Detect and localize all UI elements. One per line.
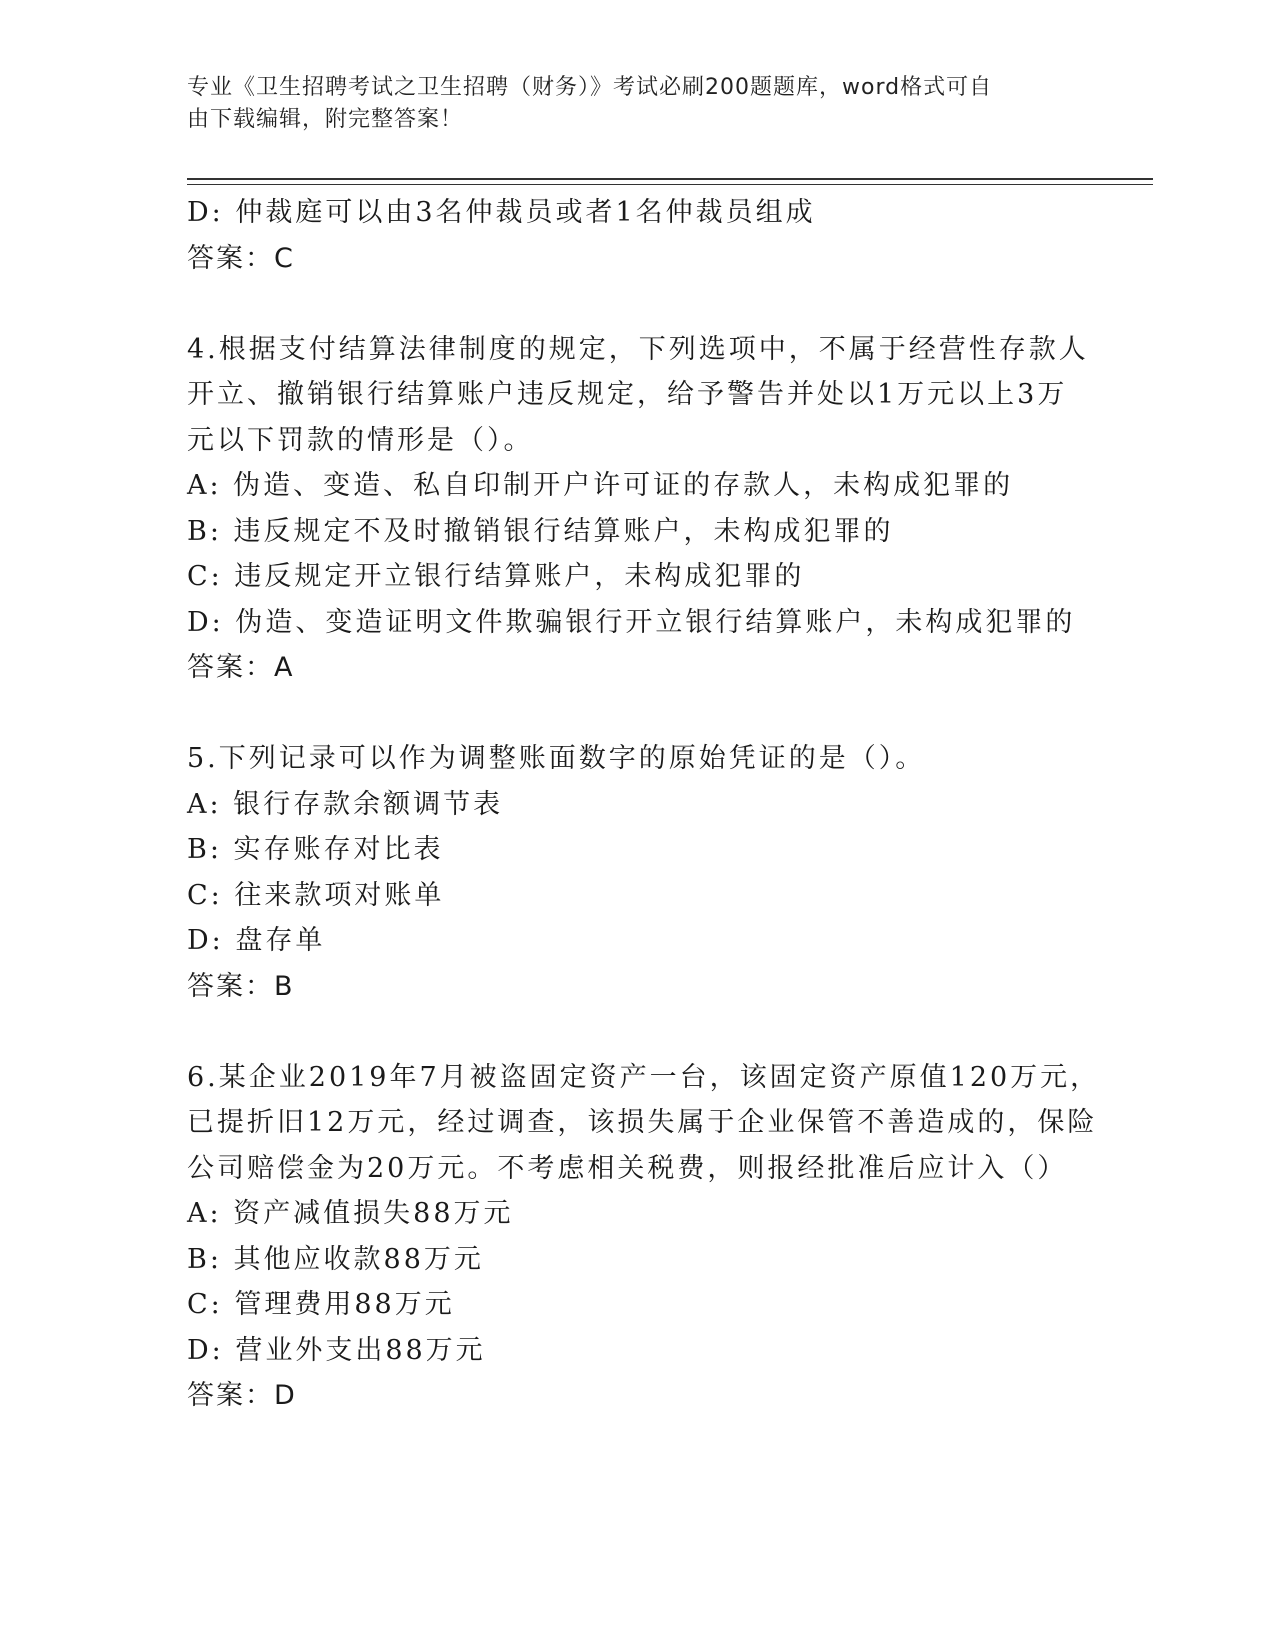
option-c: C: 违反规定开立银行结算账户，未构成犯罪的	[187, 561, 805, 592]
question-stem: 4.根据支付结算法律制度的规定，下列选项中，不属于经营性存款人	[187, 333, 1089, 365]
header-divider-thin	[187, 184, 1153, 185]
spacer	[187, 691, 1087, 737]
header-divider-thick	[187, 178, 1153, 180]
answer-label: 答案：B	[187, 970, 295, 1002]
header-line-1: 专业《卫生招聘考试之卫生招聘（财务）》考试必刷200题题库，word格式可自	[187, 75, 993, 100]
option-a: A: 伪造、变造、私自印制开户许可证的存款人，未构成犯罪的	[187, 470, 1014, 501]
spacer	[187, 1009, 1087, 1055]
option-c: C: 管理费用88万元	[187, 1289, 455, 1320]
question-3-tail	[187, 190, 1087, 281]
option-d: D: 营业外支出88万元	[187, 1334, 486, 1366]
option-b: B: 其他应收款88万元	[187, 1243, 484, 1275]
answer-label: 答案：A	[187, 652, 295, 683]
option-d: D: 伪造、变造证明文件欺骗银行开立银行结算账户，未构成犯罪的	[187, 606, 1076, 638]
question-stem: 6.某企业2019年7月被盗固定资产一台，该固定资产原值120万元，	[187, 1061, 1101, 1093]
option-b: B: 实存账存对比表	[187, 834, 444, 865]
option-b: B: 违反规定不及时撤销银行结算账户，未构成犯罪的	[187, 515, 894, 547]
option-a: A: 银行存款余额调节表	[187, 788, 504, 820]
header-line-2: 由下载编辑，附完整答案！	[187, 107, 464, 132]
document-body	[187, 190, 1101, 1419]
question-stem: 开立、撤销银行结算账户违反规定，给予警告并处以1万元以上3万	[187, 379, 1068, 410]
option-a: A: 资产减值损失88万元	[187, 1198, 514, 1229]
question-5	[187, 736, 1087, 1009]
question-stem: 公司赔偿金为20万元。不考虑相关税费，则报经批准后应计入（）	[187, 1152, 1068, 1184]
question-4	[187, 327, 1087, 691]
question-stem: 元以下罚款的情形是（）。	[187, 424, 534, 456]
option-d: D: 仲裁庭可以由3名仲裁员或者1名仲裁员组成	[187, 197, 816, 228]
option-c: C: 往来款项对账单	[187, 879, 445, 911]
option-d: D: 盘存单	[187, 925, 326, 956]
answer-label: 答案：C	[187, 242, 295, 274]
question-stem: 5.下列记录可以作为调整账面数字的原始凭证的是（）。	[187, 743, 926, 774]
question-6	[187, 1055, 1101, 1419]
question-stem: 已提折旧12万元，经过调查，该损失属于企业保管不善造成的，保险	[187, 1107, 1098, 1138]
answer-label: 答案：D	[187, 1380, 297, 1411]
document-header	[187, 72, 1087, 136]
spacer	[187, 281, 1087, 327]
